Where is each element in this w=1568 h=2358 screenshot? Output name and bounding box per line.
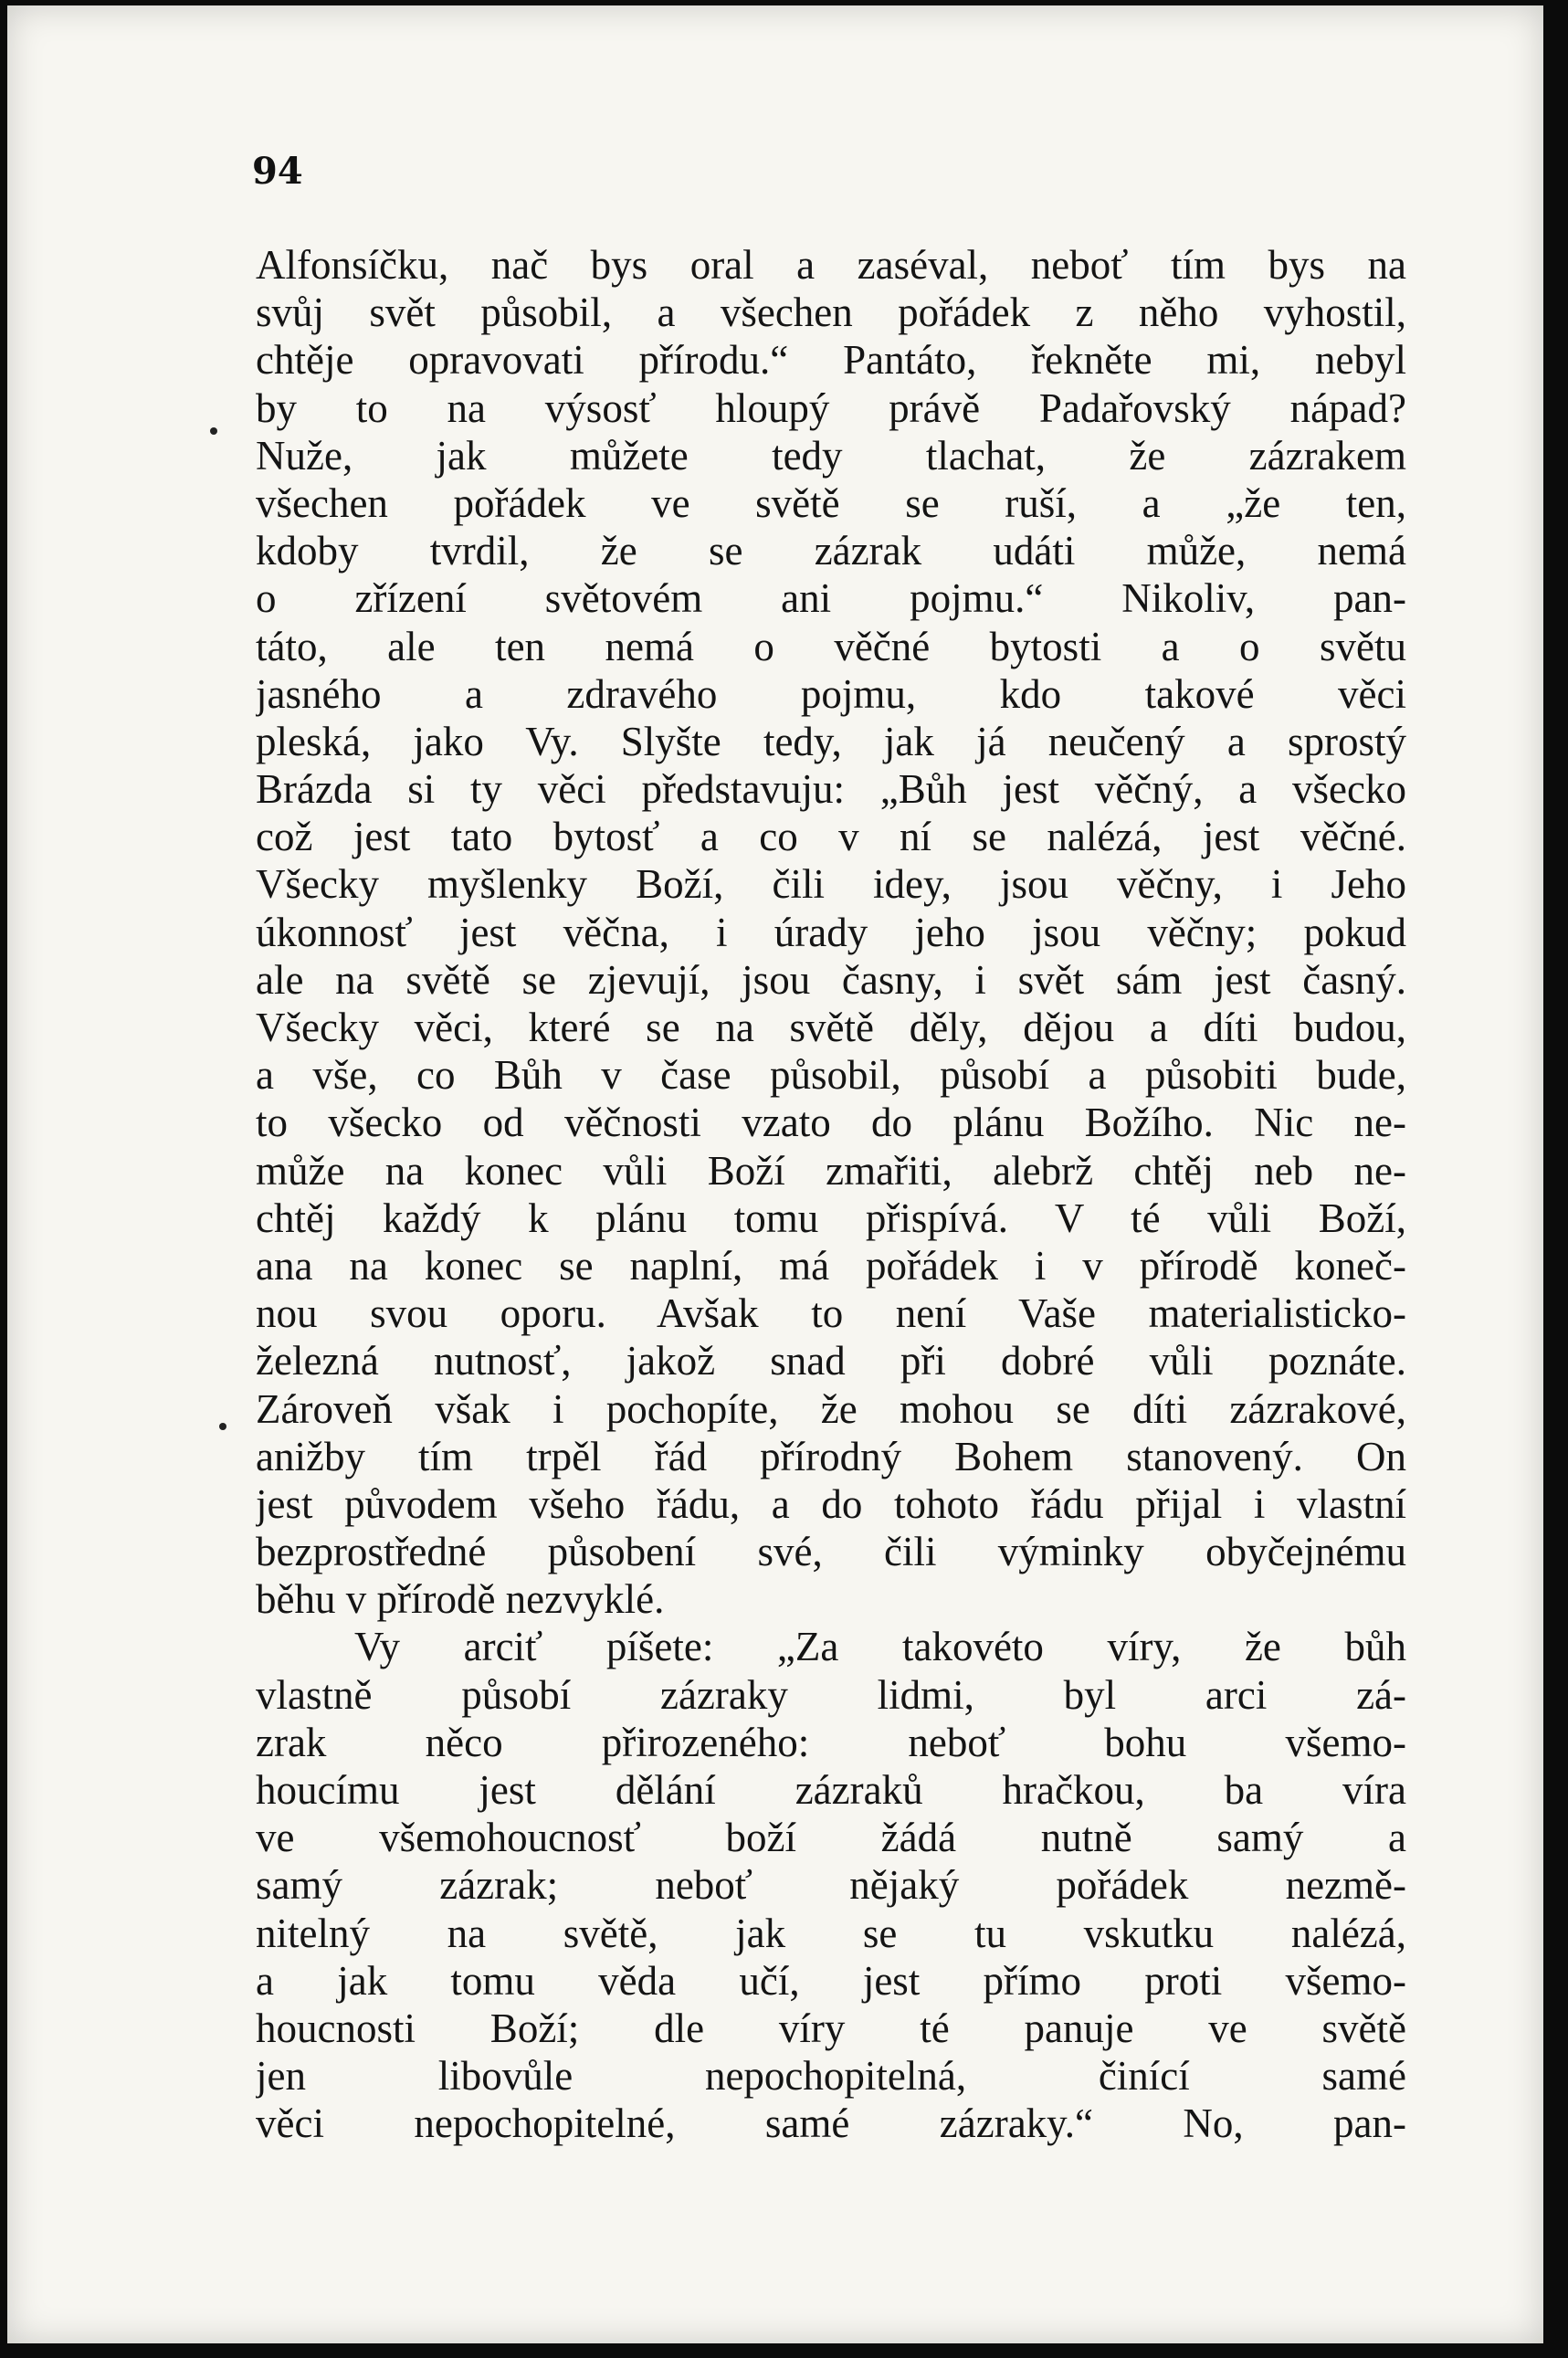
text-line: Vy arciť píšete: „Za takovéto víry, že bůh (354, 1624, 1406, 1670)
text-line: úkonnosť jest věčna, i úrady jeho jsou věčny; pokud (256, 909, 1406, 955)
text-line: samý zázrak; neboť nějaký pořádek nezmě- (256, 1862, 1406, 1909)
text-line: táto, ale ten nemá o věčné bytosti a o světu (256, 623, 1406, 669)
text-line: houcímu jest dělání zázraků hračkou, ba víra (256, 1767, 1406, 1813)
text-line: Alfonsíčku, nač bys oral a zaséval, neboť tím bys na (256, 242, 1406, 288)
text-line: jasného a zdravého pojmu, kdo takové věci (256, 670, 1406, 717)
text-line: a jak tomu věda učí, jest přímo proti všemo- (256, 1957, 1406, 2004)
text-line: vlastně působí zázraky lidmi, byl arci zá- (256, 1671, 1406, 1718)
text-line: a vše, co Bůh v čase působil, působí a působiti bude, (256, 1052, 1406, 1099)
text-line: může na konec vůli Boží zmařiti, alebrž chtěj neb ne- (256, 1147, 1406, 1194)
text-line: ana na konec se naplní, má pořádek i v přírodě koneč- (256, 1242, 1406, 1289)
text-line: Brázda si ty věci představuju: „Bůh jest věčný, a všecko (256, 766, 1406, 813)
text-line: to všecko od věčnosti vzato do plánu Božího. Nic ne- (256, 1100, 1406, 1146)
text-line: běhu v přírodě nezvyklé. (256, 1576, 665, 1623)
text-line: Zároveň však i pochopíte, že mohou se díti zázrakové, (256, 1385, 1406, 1432)
print-speck (210, 427, 217, 435)
text-line: kdoby tvrdil, že se zázrak udáti může, nemá (256, 528, 1406, 574)
text-line: pleská, jako Vy. Slyšte tedy, jak já neučený a sprostý (256, 718, 1406, 764)
text-line: anižby tím trpěl řád přírodný Bohem stanovený. On (256, 1433, 1406, 1479)
text-line: jest původem všeho řádu, a do tohoto řádu přijal i vlastní (256, 1480, 1406, 1527)
text-line: o zřízení světovém ani pojmu.“ Nikoliv, pan- (256, 575, 1406, 622)
page-number: 94 (252, 150, 303, 193)
text-line: Nuže, jak můžete tedy tlachat, že zázrakem (256, 432, 1406, 479)
text-line: Všecky myšlenky Boží, čili idey, jsou věčny, i Jeho (256, 861, 1406, 908)
text-line: Všecky věci, které se na světě děly, dějou a díti budou, (256, 1005, 1406, 1050)
text-line: houcnosti Boží; dle víry té panuje ve světě (256, 2005, 1406, 2051)
text-line: nitelný na světě, jak se tu vskutku nalézá, (256, 1910, 1406, 1956)
text-line: což jest tato bytosť a co v ní se nalézá, jest věčné. (256, 814, 1406, 860)
text-line: věci nepochopitelné, samé zázraky.“ No, pan- (256, 2100, 1406, 2147)
text-line: zrak něco přirozeného: neboť bohu všemo- (256, 1719, 1406, 1765)
body-text (256, 241, 1406, 2148)
text-line: ale na světě se zjevují, jsou časny, i svět sám jest časný. (256, 956, 1406, 1003)
text-line: všechen pořádek ve světě se ruší, a „že ten, (256, 479, 1406, 526)
text-line: chtěje opravovati přírodu.“ Pantáto, řekněte mi, nebyl (256, 337, 1406, 384)
print-speck (219, 1423, 226, 1430)
text-line: bezprostředné působení své, čili výminky obyčejnému (256, 1529, 1406, 1575)
text-line: jen libovůle nepochopitelná, činící samé (256, 2053, 1406, 2100)
text-line: železná nutnosť, jakož snad při dobré vůli poznáte. (256, 1338, 1406, 1384)
text-line: svůj svět působil, a všechen pořádek z něho vyhostil, (256, 289, 1406, 336)
text-line: by to na výsosť hloupý právě Padařovský nápad? (256, 384, 1406, 431)
text-line: nou svou oporu. Avšak to není Vaše materialisticko- (256, 1290, 1406, 1337)
text-line: chtěj každý k plánu tomu přispívá. V té vůli Boží, (256, 1195, 1406, 1241)
book-page (7, 5, 1543, 2343)
text-line: ve všemohoucnosť boží žádá nutně samý a (256, 1815, 1406, 1861)
